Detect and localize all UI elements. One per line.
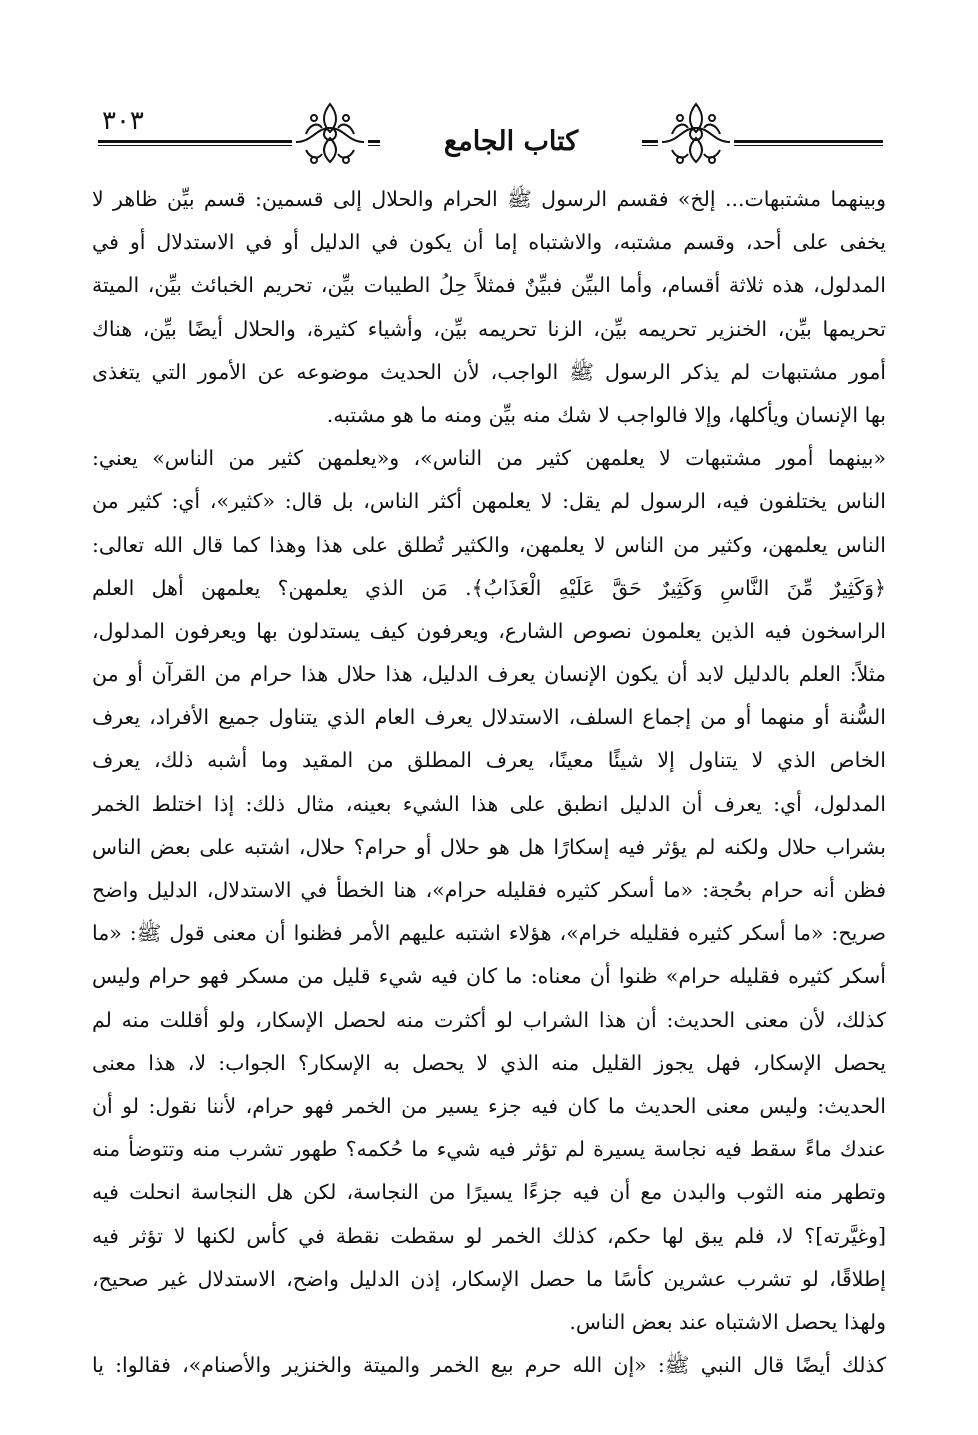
text-line: الخاص الذي لا يتناول إلا شيئًا معينًا، يعرف المطلق من المقيد وما أشبه ذلك، يعرف [92,748,886,773]
text-line: ﴿وَكَثِيرٌ مِّنَ النَّاسِ وَكَثِيرٌ حَقَّ عَلَيْهِ الْعَذَابُ﴾. مَن الذي يعلمهن؟ يعلمهن أهل العلم [92,575,886,600]
floral-ornament-icon [292,98,368,168]
text-line: «بينهما أمور مشتبهات لا يعلمهن كثير من الناس»، و«يعلمهن كثير من الناس» يعني: [92,446,886,471]
text-line: وتطهر منه الثوب والبدن مع أن فيه جزءًا يسيرًا من النجاسة، لكن هل النجاسة انحلت فيه [92,1180,886,1205]
text-line: [وغيَّرته]؟ لا، فلم يبق لها حكم، كذلك الخمر لو سقطت نقطة في كأس لكنها لا تؤثر فيه [92,1223,886,1248]
text-line: بشراب حلال ولكنه لم يؤثر فيه إسكارًا هل هو حلال أو حرام؟ حلال، اشتبه على بعض الناس [92,834,886,859]
text-line: فظن أنه حرام بحُجة: «ما أسكر كثيره فقليله حرام»، هنا الخطأ في الاستدلال، الدليل واضح [92,878,886,902]
body-text [92,178,886,1387]
text-line: المدلول، هذه ثلاثة أقسام، وأما البيِّن فبيِّنٌ فمثلاً حِلُ الطيبات بيِّن، تحريم الخبائث بيِّن، الميتة [92,273,886,298]
floral-ornament-icon [658,98,734,168]
text-line: صريح: «ما أسكر كثيره فقليله خرام»، هؤلاء اشتبه عليهم الأمر فظنوا أن معنى قول ﷺ: «ما [92,921,886,946]
text-line: المدلول، أي: يعرف أن الدليل انطبق على هذا الشيء بعينه، مثال ذلك: إذا اختلط الخمر [92,791,886,816]
text-line: الناس يعلمهن، وكثير من الناس لا يعلمهن، والكثير تُطلق على هذا وهذا كما قال الله تعالى: [92,532,886,557]
text-line: بها الإنسان ويأكلها، وإلا فالواجب لا شك منه بيِّن ومنه ما هو مشتبه. [326,402,886,427]
text-line: إطلاقًا، لو تشرب عشرين كأسًا ما حصل الإسكار، إذن الدليل واضح، الاستدلال غير صحيح، [92,1266,886,1291]
text-line: الراسخون فيه الذين يعلمون نصوص الشارع، ويعرفون كيف يستدلون بها ويعرفون المدلول، [92,618,886,643]
text-line: يحصل الإسكار، فهل يجوز القليل منه الذي لا يحصل به الإسكار؟ الجواب: لا، هذا معنى [92,1050,886,1075]
text-line: أمور مشتبهات لم يذكر الرسول ﷺ الواجب، لأن الحديث موضوعه عن الأمور التي يتغذى [92,359,886,384]
text-line: يخفى على أحد، وقسم مشتبه، والاشتباه إما أن يكون في الدليل أو في الاستدلال أو في [92,230,886,255]
text-line: الناس يختلفون فيه، الرسول لم يقل: لا يعلمهن أكثر الناس، بل قال: «كثير»، أي: كثير من [92,489,886,514]
text-line: أسكر كثيره فقليله حرام» ظنوا أن معناه: ما كان فيه شيء قليل من مسكر فهو حرام وليس [92,964,886,989]
page-number: ٣٠٣ [102,106,144,136]
book-title: كتاب الجامع [380,122,642,162]
text-line: مثلاً: العلم بالدليل لابد أن يكون الإنسان يعرف الدليل، هذا حلال هذا حرام من القرآن أو من [92,662,886,687]
page-header [98,98,883,178]
text-line: كذلك، لأن معنى الحديث: أن هذا الشراب لو أكثرت منه لحصل الإسكار، ولو أقللت منه لم [92,1007,886,1032]
text-line: السُّنة أو منهما أو من إجماع السلف، الاستدلال يعرف العام الذي يتناول جميع الأفراد، يعرف [92,705,886,730]
text-line: وبينهما مشتبهات... إلخ» فقسم الرسول ﷺ الحرام والحلال إلى قسمين: قسم بيِّن ظاهر لا [92,187,886,211]
text-line: كذلك أيضًا قال النبي ﷺ: «إن الله حرم بيع الخمر والميتة والخنزير والأصنام»، فقالوا: يا [92,1353,886,1378]
text-line: تحريمها بيِّن، الخنزير تحريمه بيِّن، الزنا تحريمه بيِّن، وأشياء كثيرة، والحلال أيضًا بيِّن، هناك [92,316,886,341]
text-line: ولهذا يحصل الاشتباه عند بعض الناس. [569,1309,886,1334]
text-line: عندك ماءً سقط فيه نجاسة يسيرة لم تؤثر فيه شيء ما حُكمه؟ طهور تشرب منه وتتوضأ منه [92,1137,886,1162]
text-line: الحديث: وليس معنى الحديث ما كان فيه جزء يسير من الخمر فهو حرام، لأننا نقول: لو أن [92,1093,886,1118]
